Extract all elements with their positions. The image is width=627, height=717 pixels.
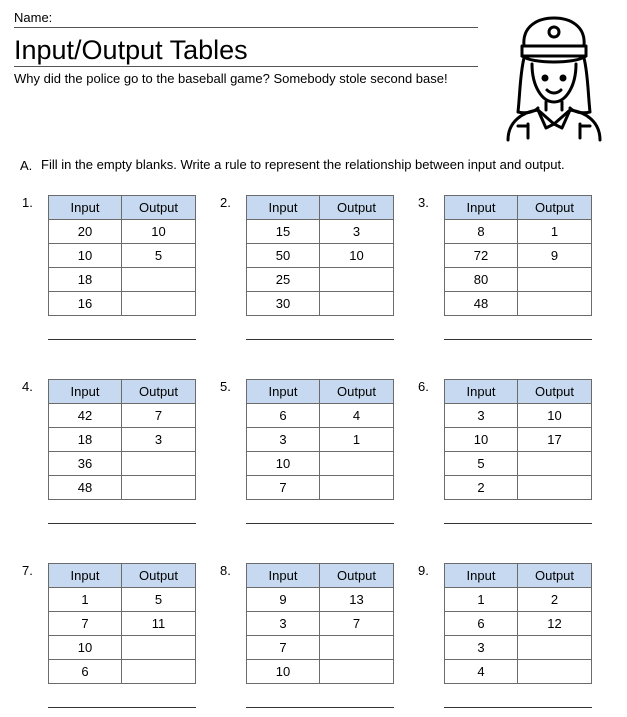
output-cell: 17	[518, 428, 592, 452]
problem-number: 2.	[220, 195, 231, 210]
input-cell: 6	[247, 404, 320, 428]
output-header: Output	[518, 564, 592, 588]
rule-answer-line[interactable]	[246, 523, 394, 524]
output-blank[interactable]	[122, 636, 196, 660]
io-table	[444, 379, 592, 500]
output-cell: 3	[122, 428, 196, 452]
output-header: Output	[320, 196, 394, 220]
table-block-4	[22, 379, 238, 500]
input-cell: 10	[49, 636, 122, 660]
section-letter: A.	[20, 158, 33, 173]
input-cell: 7	[247, 476, 320, 500]
input-cell: 15	[247, 220, 320, 244]
input-header: Input	[445, 196, 518, 220]
input-header: Input	[49, 564, 122, 588]
instructions-text: Fill in the empty blanks. Write a rule to represent the relationship between input and output.	[41, 157, 565, 172]
rule-answer-line[interactable]	[444, 339, 592, 340]
input-cell: 6	[445, 612, 518, 636]
output-cell: 13	[320, 588, 394, 612]
output-cell: 5	[122, 588, 196, 612]
input-header: Input	[49, 380, 122, 404]
output-header: Output	[518, 196, 592, 220]
output-cell: 7	[320, 612, 394, 636]
rule-answer-line[interactable]	[48, 707, 196, 708]
output-cell: 1	[320, 428, 394, 452]
rule-answer-line[interactable]	[246, 339, 394, 340]
police-officer-icon	[498, 12, 610, 142]
output-blank[interactable]	[122, 292, 196, 316]
output-blank[interactable]	[518, 292, 592, 316]
rule-answer-line[interactable]	[444, 523, 592, 524]
output-cell: 4	[320, 404, 394, 428]
output-header: Output	[122, 380, 196, 404]
input-cell: 10	[247, 452, 320, 476]
input-cell: 3	[247, 612, 320, 636]
page-title: Input/Output Tables	[14, 34, 478, 67]
name-label: Name:	[14, 10, 53, 25]
input-cell: 42	[49, 404, 122, 428]
output-blank[interactable]	[320, 660, 394, 684]
input-cell: 50	[247, 244, 320, 268]
output-cell: 10	[122, 220, 196, 244]
output-blank[interactable]	[320, 476, 394, 500]
output-cell: 9	[518, 244, 592, 268]
input-cell: 10	[445, 428, 518, 452]
output-blank[interactable]	[518, 660, 592, 684]
rule-answer-line[interactable]	[48, 339, 196, 340]
io-table	[246, 563, 394, 684]
input-cell: 2	[445, 476, 518, 500]
input-cell: 80	[445, 268, 518, 292]
io-table	[48, 379, 196, 500]
io-table	[246, 195, 394, 316]
table-block-5	[220, 379, 436, 500]
input-cell: 5	[445, 452, 518, 476]
output-header: Output	[518, 380, 592, 404]
input-cell: 25	[247, 268, 320, 292]
output-blank[interactable]	[122, 452, 196, 476]
table-block-9	[418, 563, 627, 684]
input-cell: 7	[247, 636, 320, 660]
output-cell: 5	[122, 244, 196, 268]
io-table	[48, 195, 196, 316]
input-cell: 10	[247, 660, 320, 684]
input-cell: 48	[49, 476, 122, 500]
io-table	[48, 563, 196, 684]
input-header: Input	[247, 196, 320, 220]
input-cell: 1	[445, 588, 518, 612]
input-cell: 18	[49, 268, 122, 292]
problem-number: 5.	[220, 379, 231, 394]
input-cell: 7	[49, 612, 122, 636]
problem-number: 3.	[418, 195, 429, 210]
output-blank[interactable]	[320, 292, 394, 316]
input-cell: 4	[445, 660, 518, 684]
problem-number: 4.	[22, 379, 33, 394]
output-blank[interactable]	[320, 636, 394, 660]
table-block-8	[220, 563, 436, 684]
output-cell: 12	[518, 612, 592, 636]
input-cell: 3	[247, 428, 320, 452]
input-cell: 8	[445, 220, 518, 244]
input-header: Input	[247, 564, 320, 588]
input-cell: 48	[445, 292, 518, 316]
problem-number: 7.	[22, 563, 33, 578]
output-cell: 10	[518, 404, 592, 428]
output-blank[interactable]	[518, 476, 592, 500]
input-cell: 3	[445, 636, 518, 660]
table-block-2	[220, 195, 436, 316]
table-block-3	[418, 195, 627, 316]
input-cell: 36	[49, 452, 122, 476]
output-cell: 10	[320, 244, 394, 268]
io-table	[246, 379, 394, 500]
problem-number: 6.	[418, 379, 429, 394]
table-block-6	[418, 379, 627, 500]
output-blank[interactable]	[122, 476, 196, 500]
input-header: Input	[49, 196, 122, 220]
input-header: Input	[445, 564, 518, 588]
output-blank[interactable]	[320, 268, 394, 292]
input-cell: 16	[49, 292, 122, 316]
output-header: Output	[122, 564, 196, 588]
output-cell: 1	[518, 220, 592, 244]
rule-answer-line[interactable]	[48, 523, 196, 524]
output-cell: 7	[122, 404, 196, 428]
rule-answer-line[interactable]	[444, 707, 592, 708]
output-blank[interactable]	[518, 452, 592, 476]
input-cell: 30	[247, 292, 320, 316]
problem-number: 1.	[22, 195, 33, 210]
problem-number: 8.	[220, 563, 231, 578]
input-cell: 9	[247, 588, 320, 612]
io-table	[444, 563, 592, 684]
input-header: Input	[445, 380, 518, 404]
output-header: Output	[122, 196, 196, 220]
input-cell: 3	[445, 404, 518, 428]
output-blank[interactable]	[518, 636, 592, 660]
input-cell: 20	[49, 220, 122, 244]
io-table	[444, 195, 592, 316]
table-block-1	[22, 195, 238, 316]
output-blank[interactable]	[518, 268, 592, 292]
problem-number: 9.	[418, 563, 429, 578]
input-cell: 18	[49, 428, 122, 452]
output-cell: 11	[122, 612, 196, 636]
output-cell: 3	[320, 220, 394, 244]
input-cell: 1	[49, 588, 122, 612]
output-header: Output	[320, 380, 394, 404]
output-header: Output	[320, 564, 394, 588]
input-cell: 10	[49, 244, 122, 268]
output-cell: 2	[518, 588, 592, 612]
input-cell: 72	[445, 244, 518, 268]
output-blank[interactable]	[122, 268, 196, 292]
output-blank[interactable]	[320, 452, 394, 476]
name-field[interactable]	[14, 10, 478, 28]
rule-answer-line[interactable]	[246, 707, 394, 708]
output-blank[interactable]	[122, 660, 196, 684]
joke-text: Why did the police go to the baseball game? Somebody stole second base!	[14, 71, 448, 86]
table-block-7	[22, 563, 238, 684]
input-cell: 6	[49, 660, 122, 684]
input-header: Input	[247, 380, 320, 404]
